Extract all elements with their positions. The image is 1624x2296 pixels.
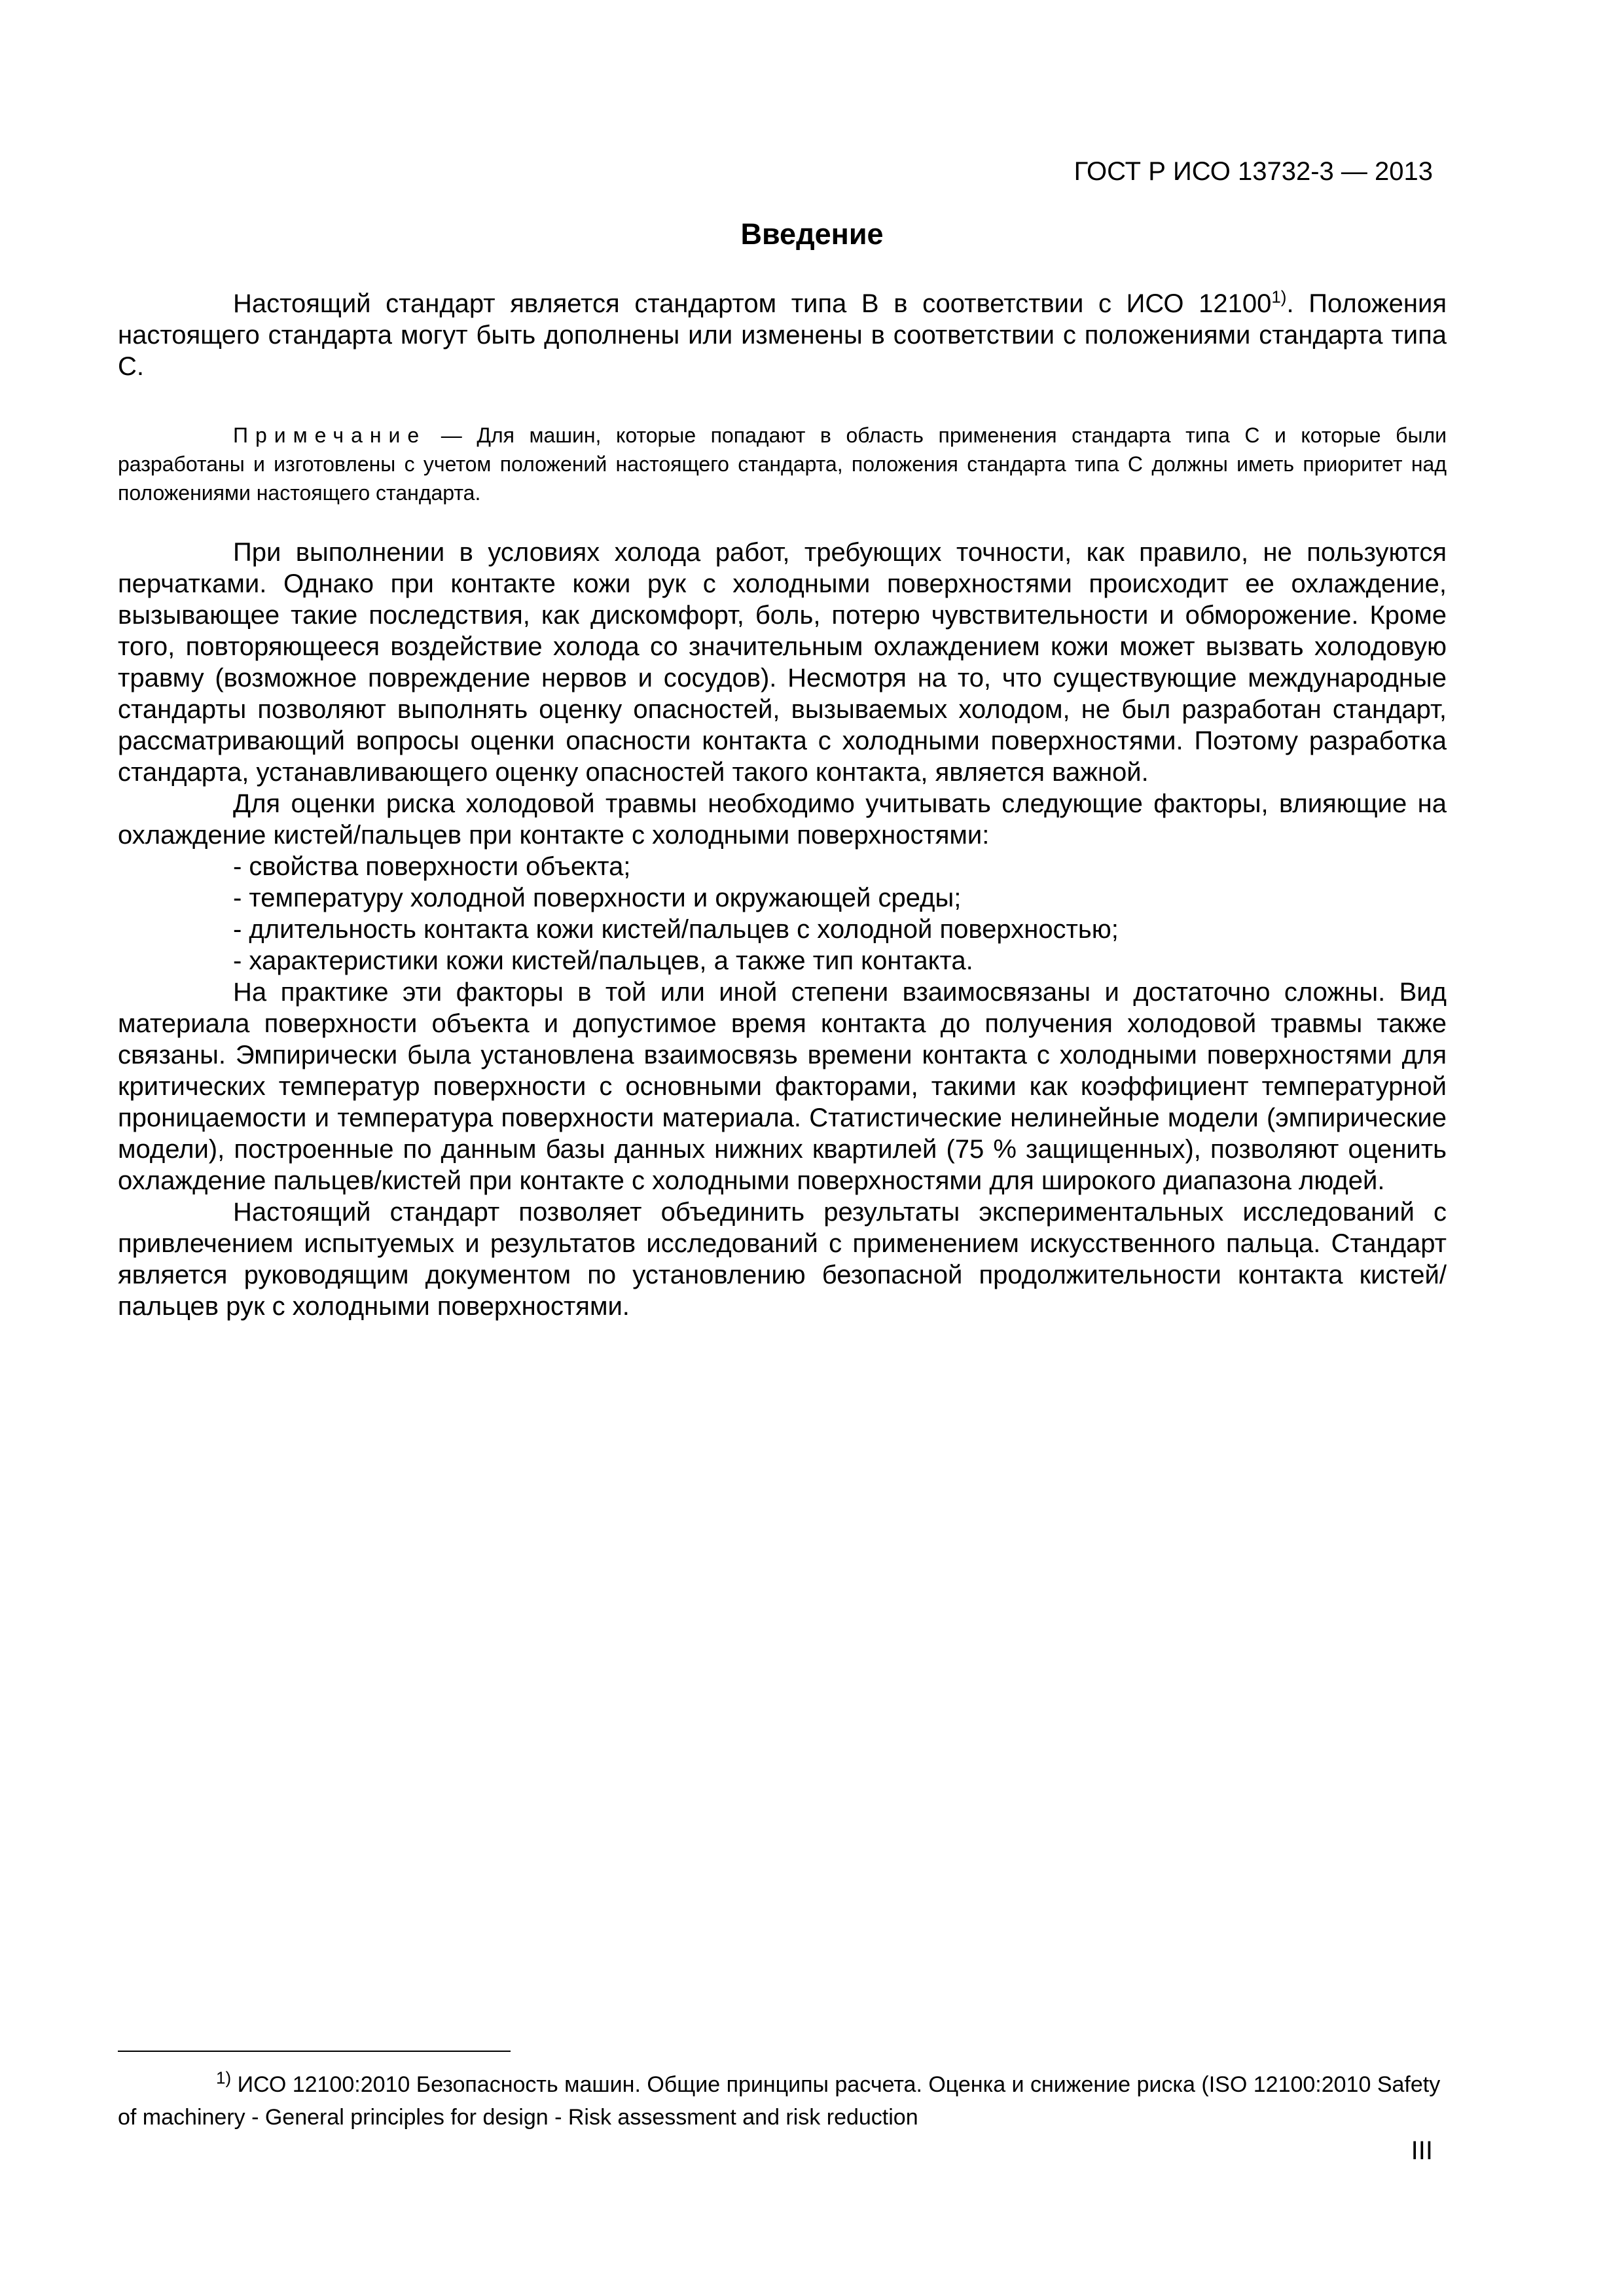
footnote-reference: 1) bbox=[1271, 287, 1287, 307]
intro-text-continued: . Положения настоящего стандарта могут быть дополнены или изменены в соответствии с положениями стандарта типа С. bbox=[118, 289, 1447, 381]
list-item: - характеристики кожи кистей/пальцев, а также тип контакта. bbox=[233, 946, 973, 975]
page-number: III bbox=[1411, 2136, 1433, 2165]
note-label: Примечание bbox=[233, 423, 427, 447]
note-block bbox=[118, 421, 1447, 507]
main-text bbox=[118, 537, 1447, 1322]
paragraph-2: Для оценки риска холодовой травмы необходимо учитывать следующие факторы, влияющие на охлаждение кистей/пальцев при контакте с холодными поверхностями: bbox=[118, 789, 1447, 850]
list-item: - свойства поверхности объекта; bbox=[233, 852, 631, 881]
paragraph-1: При выполнении в условиях холода работ, требующих точности, как правило, не пользуются перчатками. Однако при контакте кожи рук с холодными поверхностями происходит ее охлаждение, вызывающее такие последствия, как дискомфорт, боль, потерю чувствительности и обморожение. Кроме того, повторяющееся воздействие холода со значительным охлаждением кожи может вызвать холодовую травму (возможное повреждение нервов и сосудов). Несмотря на то, что существующие международные стандарты позволяют выполнять оценку опасностей, вызываемых холодом, не был разработан стандарт, рассматривающий вопросы оценки опасности контакта с холодными поверхностями. Поэтому разработка стандарта, устанавливающего оценку опасностей такого контакта, является важной. bbox=[118, 538, 1447, 787]
paragraph-4: Настоящий стандарт позволяет объединить результаты экспериментальных исследований с привлечением испытуемых и результатов исследований с применением искусственного пальца. Стандарт является руководящим документом по установлению безопасной продолжительности контакта кистей/пальцев рук с холодными поверхностями. bbox=[118, 1198, 1447, 1321]
paragraph-3: На практике эти факторы в той или иной степени взаимосвязаны и достаточно сложны. Вид материала поверхности объекта и допустимое время контакта до получения холодовой травмы также связаны. Эмпирически была установлена взаимосвязь времени контакта с холодными поверхностями для критических температур поверхности с основными факторами, такими как коэффициент температурной проницаемости и температура поверхности материала. Статистические нелинейные модели (эмпирические модели), построенные по данным базы данных нижних квартилей (75 % защищенных), позволяют оценить охлаждение пальцев/кистей при контакте с холодными поверхностями для широкого диапазона людей. bbox=[118, 978, 1447, 1195]
intro-paragraph bbox=[118, 288, 1447, 382]
list-item: - длительность контакта кожи кистей/пальцев с холодной поверхностью; bbox=[233, 915, 1119, 944]
section-title: Введение bbox=[740, 217, 884, 251]
note-text: — Для машин, которые попадают в область применения стандарта типа С и которые были разработаны и изготовлены с учетом положений настоящего стандарта, положения стандарта типа С должны иметь приоритет над положениями настоящего стандарта. bbox=[118, 423, 1447, 505]
footnote-separator bbox=[118, 2051, 511, 2052]
factors-list bbox=[118, 851, 1447, 977]
document-header: ГОСТ Р ИСО 13732-3 — 2013 bbox=[1074, 157, 1433, 186]
footnote-text: ИСО 12100:2010 Безопасность машин. Общие принципы расчета. Оценка и снижение риска (ISO 12100:2010 Safety of machinery - General principles for design - Risk assessment and risk reduction bbox=[118, 2072, 1441, 2130]
footnote bbox=[118, 2068, 1447, 2134]
intro-text: Настоящий стандарт является стандартом типа В в соответствии с ИСО 12100 bbox=[233, 289, 1272, 318]
list-item: - температуру холодной поверхности и окружающей среды; bbox=[233, 884, 962, 912]
footnote-marker: 1) bbox=[216, 2068, 232, 2088]
